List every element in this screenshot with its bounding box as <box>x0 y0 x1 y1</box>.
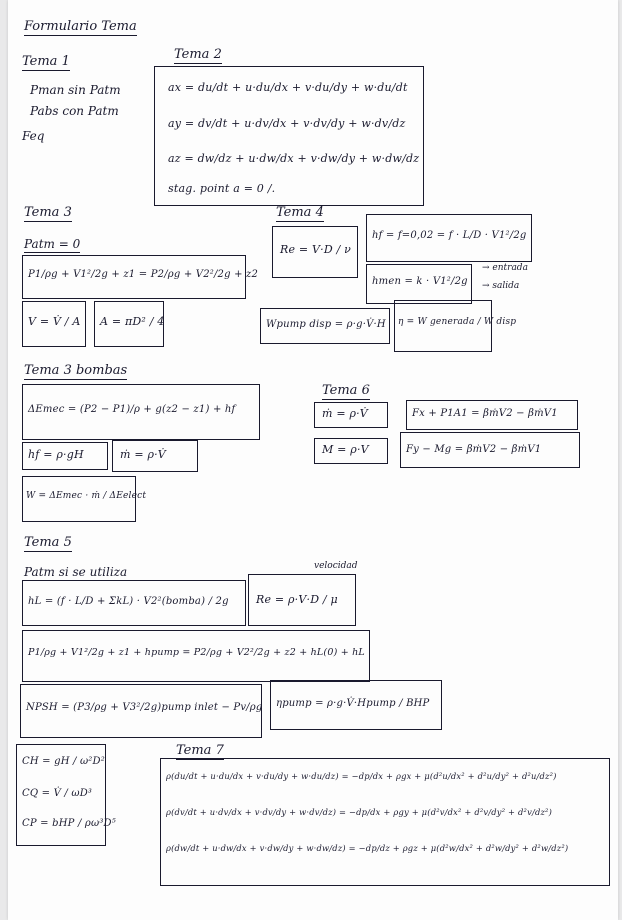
entrada-note: → entrada <box>482 263 528 273</box>
npsh-eq: NPSH = (P3/ρg + V3²/2g)pump inlet − Pv/ρg <box>26 702 263 713</box>
tema1-heading: Tema 1 <box>22 55 70 71</box>
page-title: Formulario Tema <box>24 20 137 36</box>
salida-note: → salida <box>482 281 520 291</box>
v-eq: V = V̇ / A <box>28 315 81 328</box>
tema5-heading: Tema 5 <box>24 536 72 552</box>
tema2-eq-az: az = dw/dz + u·dw/dx + v·dw/dy + w·dw/dz <box>168 152 420 165</box>
re-eq: Re = V·D / ν <box>280 243 352 256</box>
bernoulli-eq: P1/ρg + V1²/2g + z1 = P2/ρg + V2²/2g + z2 <box>28 269 259 280</box>
cp-eq: CP = bHP / ρω³D⁵ <box>22 818 116 829</box>
mdot6-eq: ṁ = ρ·V̇ <box>322 407 368 420</box>
tema3-heading: Tema 3 <box>24 206 72 222</box>
tema7-eq-z: ρ(dw/dt + u·dw/dx + v·dw/dy + w·dw/dz) = −dp/dz + ρgz + μ(d²w/dx² + d²w/dy² + d²w/dz²) <box>166 843 569 853</box>
tema2-heading: Tema 2 <box>174 48 222 64</box>
eta-pump-eq: ηpump = ρ·g·V̇·Hpump / BHP <box>276 698 430 709</box>
tema1-line-1: Pman sin Patm <box>30 83 121 97</box>
tema6-heading: Tema 6 <box>322 384 370 400</box>
a-eq: A = πD² / 4 <box>100 315 165 328</box>
hmen-eq: hmen = k · V1²/2g <box>372 276 468 287</box>
tema5-sub: Patm si se utiliza <box>24 566 127 581</box>
tema1-line-2: Pabs con Patm <box>30 104 119 118</box>
velocidad-note: velocidad <box>314 561 358 571</box>
eta-eq: η = W generada / W disp <box>398 317 517 327</box>
re5-eq: Re = ρ·V·D / μ <box>256 593 338 606</box>
mdot-eq: ṁ = ρ·V̇ <box>120 448 166 461</box>
hf-pump-eq: hf = ρ·gH <box>28 448 84 461</box>
m-eq: M = ρ·V <box>322 443 369 456</box>
fy-eq: Fy − Mg = βṁV2 − βṁV1 <box>406 444 542 455</box>
tema7-eq-x: ρ(du/dt + u·du/dx + v·du/dy + w·du/dz) = −dp/dx + ρgx + μ(d²u/dx² + d²u/dy² + d²u/dz²) <box>166 771 557 781</box>
fx-eq: Fx + P1A1 = βṁV2 − βṁV1 <box>412 408 558 419</box>
tema2-eq-ax: ax = du/dt + u·du/dx + v·du/dy + w·du/dt <box>168 81 408 94</box>
energy-eq: P1/ρg + V1²/2g + z1 + hpump = P2/ρg + V2²/2g + z2 + hL(0) + hL <box>28 647 365 658</box>
wpump-eq: Wpump disp = ρ·g·V̇·H <box>266 319 386 330</box>
hf-eq: hf = f=0,02 = f · L/D · V1²/2g <box>372 230 527 241</box>
w-eq: W = ΔEmec · ṁ / ΔEelect <box>26 491 147 501</box>
tema3-sub: Patm = 0 <box>24 238 80 253</box>
emec-eq: ΔEmec = (P2 − P1)/ρ + g(z2 − z1) + hf <box>28 404 236 415</box>
tema4-heading: Tema 4 <box>276 206 324 222</box>
tema7-eq-y: ρ(dv/dt + u·dv/dx + v·dv/dy + w·dv/dz) = −dp/dx + ρgy + μ(d²v/dx² + d²v/dy² + d²v/dz²) <box>166 807 553 817</box>
hl-eq: hL = (f · L/D + ΣkL) · V2²(bomba) / 2g <box>28 596 229 607</box>
tema2-eq-ay: ay = dv/dt + u·dv/dx + v·dv/dy + w·dv/dz <box>168 117 406 130</box>
tema1-line-3: Feq <box>22 129 45 143</box>
ch-eq: CH = gH / ω²D² <box>22 756 105 767</box>
tema2-stag: stag. point a = 0 /. <box>168 182 276 195</box>
tema3b-heading: Tema 3 bombas <box>24 364 127 380</box>
notebook-page <box>8 0 618 920</box>
cq-eq: CQ = V̇ / ωD³ <box>22 788 93 799</box>
tema7-heading: Tema 7 <box>176 744 224 760</box>
